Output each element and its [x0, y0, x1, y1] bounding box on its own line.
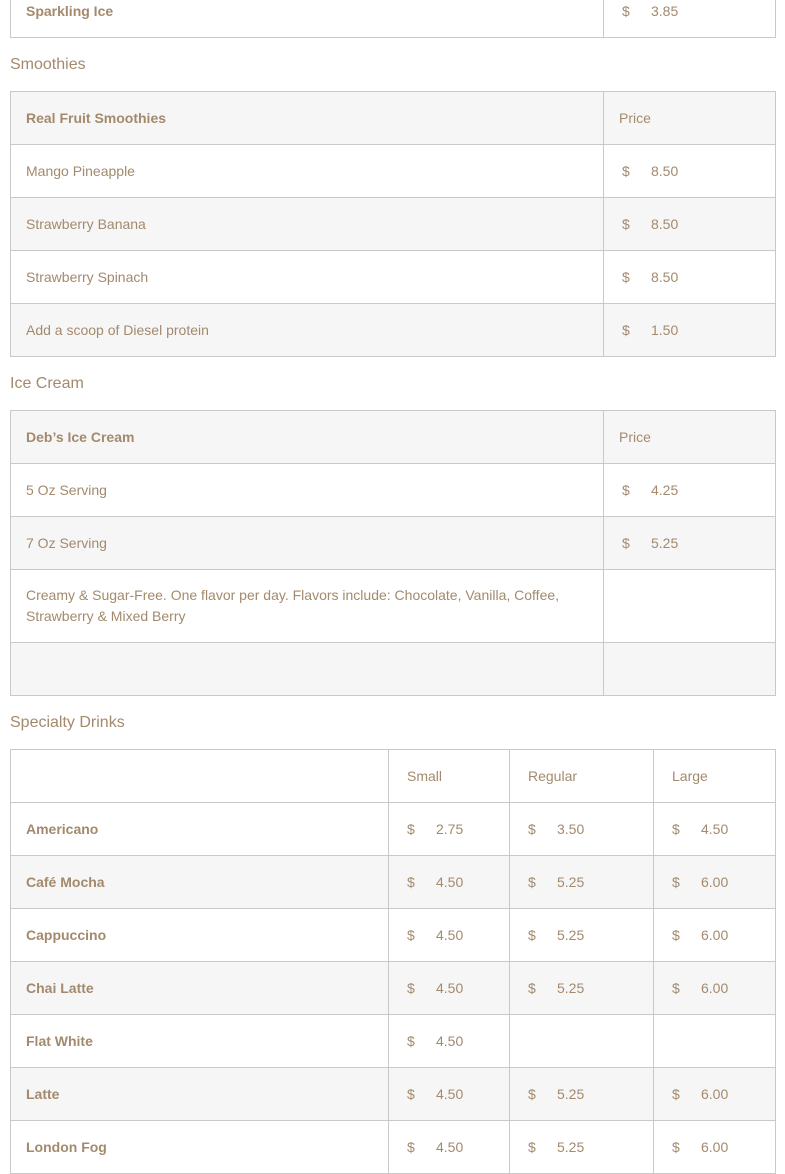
currency-symbol: $ — [528, 926, 536, 943]
item-name: Cappuccino — [11, 909, 389, 962]
table-header-row — [11, 750, 776, 803]
price-regular — [510, 856, 654, 909]
price-small — [389, 856, 510, 909]
table-row — [11, 198, 776, 251]
drinks-table — [10, 0, 776, 38]
currency-symbol: $ — [672, 873, 680, 890]
price-value: 4.50 — [436, 1032, 464, 1049]
currency-symbol: $ — [672, 926, 680, 943]
price-regular — [510, 1121, 654, 1174]
price-large — [654, 803, 776, 856]
price-value: 4.50 — [701, 820, 729, 837]
table-row — [11, 1015, 776, 1068]
table-row — [11, 517, 776, 570]
price-value: 1.50 — [651, 321, 679, 338]
item-price — [604, 251, 776, 304]
column-header-name: Deb’s Ice Cream — [11, 411, 604, 464]
price-regular — [510, 909, 654, 962]
section-title-smoothies: Smoothies — [10, 56, 86, 73]
price-small — [389, 962, 510, 1015]
currency-symbol: $ — [407, 1032, 415, 1049]
currency-symbol: $ — [528, 820, 536, 837]
price-regular — [510, 1068, 654, 1121]
column-header-price: Price — [604, 411, 776, 464]
item-name: London Fog — [11, 1121, 389, 1174]
table-row — [11, 909, 776, 962]
price-value: 5.25 — [651, 534, 679, 551]
price-value: 5.25 — [557, 926, 585, 943]
table-row — [11, 464, 776, 517]
column-header-name: Real Fruit Smoothies — [11, 92, 604, 145]
currency-symbol: $ — [672, 979, 680, 996]
menu-page — [10, 0, 775, 1174]
currency-symbol: $ — [622, 534, 630, 551]
price-value: 6.00 — [701, 1085, 729, 1102]
empty-cell — [604, 570, 776, 643]
smoothies-table — [10, 91, 776, 357]
table-header-row — [11, 92, 776, 145]
currency-symbol: $ — [407, 926, 415, 943]
currency-symbol: $ — [407, 873, 415, 890]
item-name: Americano — [11, 803, 389, 856]
price-value: 6.00 — [701, 979, 729, 996]
item-price — [604, 0, 776, 38]
price-value: 8.50 — [651, 162, 679, 179]
item-name: Add a scoop of Diesel protein — [11, 304, 604, 357]
table-row — [11, 145, 776, 198]
table-row-empty — [11, 643, 776, 696]
price-regular — [510, 1015, 654, 1068]
specialty-drinks-table — [10, 749, 776, 1174]
price-large — [654, 1015, 776, 1068]
item-price — [604, 517, 776, 570]
currency-symbol: $ — [528, 1138, 536, 1155]
currency-symbol: $ — [622, 321, 630, 338]
item-price — [604, 145, 776, 198]
table-row-note — [11, 570, 776, 643]
price-value: 3.85 — [651, 2, 679, 19]
price-large — [654, 856, 776, 909]
currency-symbol: $ — [528, 979, 536, 996]
currency-symbol: $ — [622, 268, 630, 285]
price-regular — [510, 803, 654, 856]
empty-cell — [11, 750, 389, 803]
price-value: 4.50 — [436, 1138, 464, 1155]
ice-cream-table — [10, 410, 776, 696]
price-small — [389, 1121, 510, 1174]
currency-symbol: $ — [407, 1085, 415, 1102]
price-large — [654, 1121, 776, 1174]
currency-symbol: $ — [622, 2, 630, 19]
price-value: 5.25 — [557, 873, 585, 890]
table-row — [11, 1068, 776, 1121]
price-value: 3.50 — [557, 820, 585, 837]
section-title-specialty-drinks: Specialty Drinks — [10, 714, 125, 731]
currency-symbol: $ — [528, 873, 536, 890]
empty-cell — [11, 643, 604, 696]
price-value: 8.50 — [651, 215, 679, 232]
table-row — [11, 304, 776, 357]
price-value: 6.00 — [701, 926, 729, 943]
item-name: 5 Oz Serving — [11, 464, 604, 517]
table-row — [11, 803, 776, 856]
item-name: Latte — [11, 1068, 389, 1121]
currency-symbol: $ — [407, 979, 415, 996]
item-price — [604, 464, 776, 517]
price-small — [389, 1068, 510, 1121]
currency-symbol: $ — [622, 481, 630, 498]
price-value: 5.25 — [557, 1138, 585, 1155]
table-header-row — [11, 411, 776, 464]
price-value: 5.25 — [557, 979, 585, 996]
item-name: Mango Pineapple — [11, 145, 604, 198]
price-large — [654, 909, 776, 962]
column-header-large: Large — [654, 750, 776, 803]
currency-symbol: $ — [672, 820, 680, 837]
price-regular — [510, 962, 654, 1015]
item-name: 7 Oz Serving — [11, 517, 604, 570]
price-value: 4.25 — [651, 481, 679, 498]
price-value: 2.75 — [436, 820, 464, 837]
price-small — [389, 803, 510, 856]
currency-symbol: $ — [528, 1085, 536, 1102]
ice-cream-note: Creamy & Sugar-Free. One flavor per day. Flavors include: Chocolate, Vanilla, Coffee, Strawberry & Mixed Berry — [11, 570, 604, 643]
item-name: Strawberry Banana — [11, 198, 604, 251]
table-row — [11, 1121, 776, 1174]
item-price — [604, 304, 776, 357]
price-value: 5.25 — [557, 1085, 585, 1102]
item-name: Strawberry Spinach — [11, 251, 604, 304]
section-title-ice-cream: Ice Cream — [10, 375, 84, 392]
table-row — [11, 856, 776, 909]
table-row — [11, 962, 776, 1015]
currency-symbol: $ — [407, 820, 415, 837]
price-large — [654, 962, 776, 1015]
currency-symbol: $ — [622, 162, 630, 179]
currency-symbol: $ — [672, 1085, 680, 1102]
price-value: 6.00 — [701, 1138, 729, 1155]
currency-symbol: $ — [672, 1138, 680, 1155]
currency-symbol: $ — [407, 1138, 415, 1155]
table-row — [11, 0, 776, 38]
price-value: 4.50 — [436, 873, 464, 890]
price-value: 6.00 — [701, 873, 729, 890]
item-name: Flat White — [11, 1015, 389, 1068]
price-small — [389, 1015, 510, 1068]
price-value: 4.50 — [436, 926, 464, 943]
price-value: 4.50 — [436, 1085, 464, 1102]
table-row — [11, 251, 776, 304]
item-price — [604, 198, 776, 251]
column-header-price: Price — [604, 92, 776, 145]
price-large — [654, 1068, 776, 1121]
item-name: Chai Latte — [11, 962, 389, 1015]
empty-cell — [604, 643, 776, 696]
price-value: 8.50 — [651, 268, 679, 285]
currency-symbol: $ — [622, 215, 630, 232]
price-small — [389, 909, 510, 962]
item-name: Café Mocha — [11, 856, 389, 909]
column-header-small: Small — [389, 750, 510, 803]
column-header-regular: Regular — [510, 750, 654, 803]
item-name: Sparkling Ice — [11, 0, 604, 38]
price-value: 4.50 — [436, 979, 464, 996]
